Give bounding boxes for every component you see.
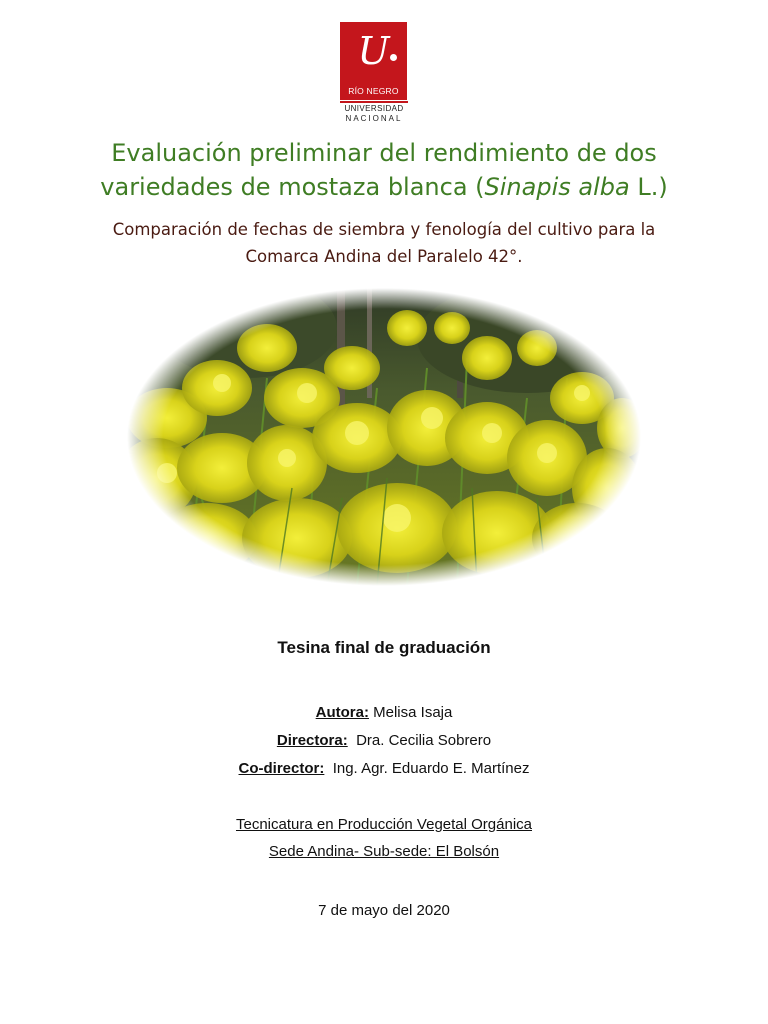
- title-main: Evaluación preliminar del rendimiento de dos variedades de mostaza blanca (: [100, 139, 657, 201]
- mustard-photo-svg: [127, 288, 641, 586]
- director-line: [0, 732, 768, 749]
- document-date: 7 de mayo del 2020: [318, 902, 450, 919]
- logo-emblem: [340, 22, 407, 100]
- author-name: Melisa Isaja: [373, 704, 453, 721]
- director-name: Dra. Cecilia Sobrero: [356, 732, 492, 749]
- logo-text-nacional: NACIONAL: [345, 114, 403, 123]
- codirector-name: Ing. Agr. Eduardo E. Martínez: [332, 760, 530, 777]
- mustard-field-photo: [127, 288, 641, 586]
- campus-name: Sede Andina- Sub-sede: El Bolsón: [268, 843, 500, 860]
- document-title: [60, 136, 708, 204]
- logo-divider: [340, 101, 408, 103]
- codirector-line: [0, 760, 768, 777]
- logo-dot: [390, 54, 397, 61]
- title-suffix: L.): [629, 173, 668, 201]
- university-logo: [340, 22, 408, 124]
- career-name: Tecnicatura en Producción Vegetal Orgánica: [235, 816, 532, 833]
- author-line: [0, 704, 768, 721]
- director-label: Directora:: [276, 732, 348, 749]
- title-species: Sinapis alba: [484, 173, 630, 201]
- author-label: Autora:: [315, 704, 369, 721]
- campus-line: [0, 843, 768, 860]
- logo-letter: U: [357, 29, 390, 73]
- logo-rio-negro: RÍO NEGRO: [348, 86, 399, 96]
- thesis-type: Tesina final de graduación: [277, 638, 491, 657]
- career-line: [0, 816, 768, 833]
- codirector-label: Co-director:: [238, 760, 325, 777]
- logo-text-universidad: UNIVERSIDAD: [344, 104, 404, 113]
- document-subtitle: Comparación de fechas de siembra y fenología del cultivo para la Comarca Andina del Paralelo 42°.: [112, 220, 656, 266]
